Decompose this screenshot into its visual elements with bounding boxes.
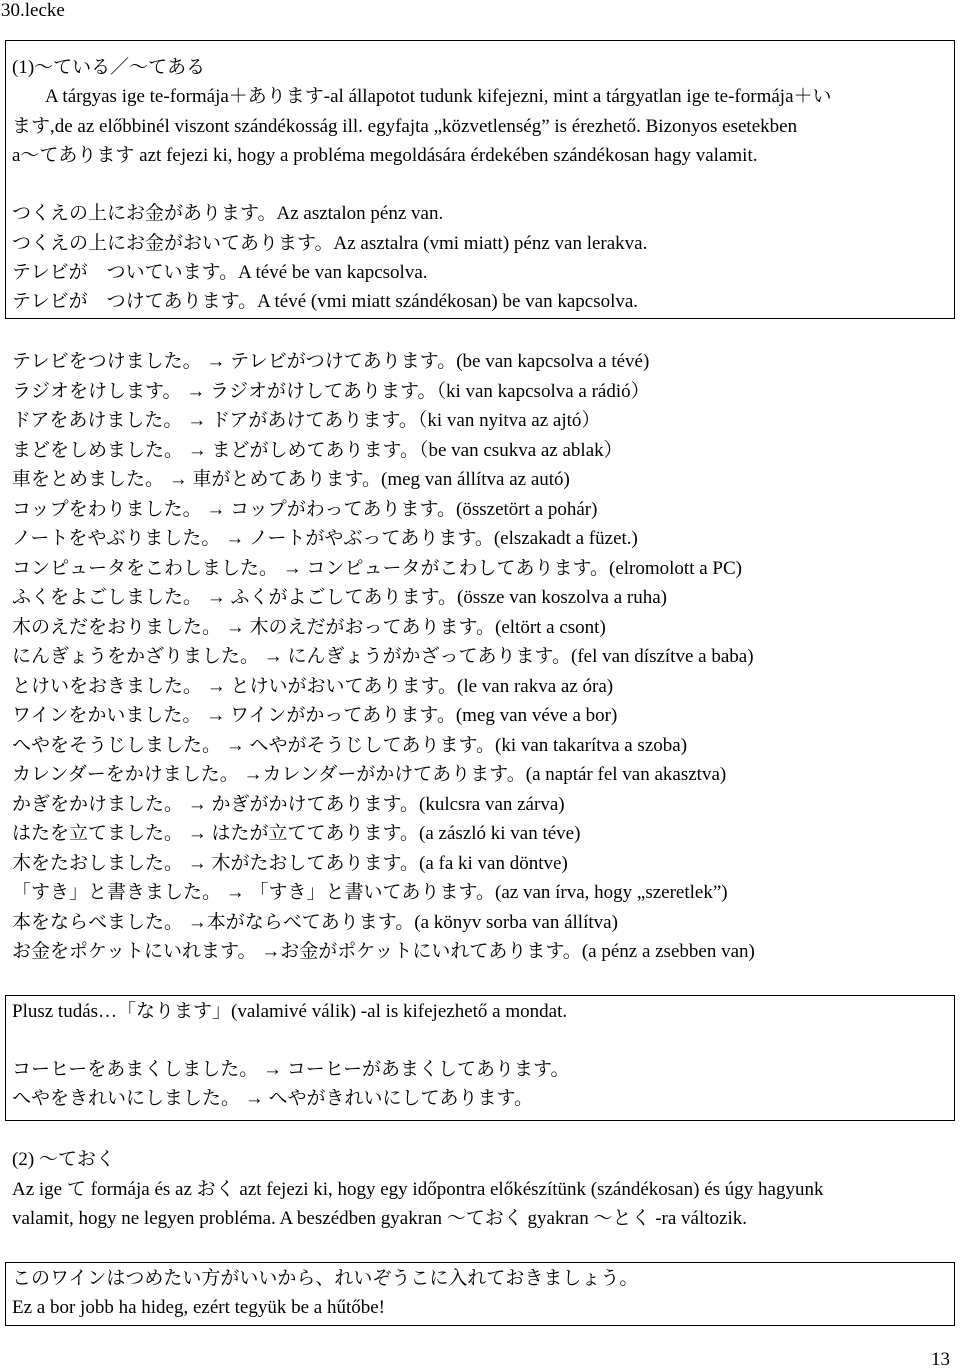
conversion-meaning: (elromolott a PC) — [609, 557, 742, 579]
arrow-symbol: → — [182, 410, 211, 431]
example-box — [5, 1262, 955, 1326]
arrow-symbol: → — [183, 911, 207, 933]
arrow-symbol: → — [183, 823, 212, 844]
extra-knowledge-box — [5, 995, 955, 1121]
conversion-meaning: (összetört a pohár) — [456, 498, 598, 520]
conversion-source: お金をポケットにいれます。 — [12, 941, 257, 962]
conversion-source: ふくをよごしました。 — [12, 587, 203, 608]
conversion-source: コーヒーをあまくしました。 — [12, 1059, 259, 1080]
example-hungarian: Az asztalon pénz van. — [276, 203, 444, 225]
section1-box — [5, 40, 955, 319]
spacer — [12, 170, 948, 199]
arrow-symbol: → — [221, 616, 250, 638]
example-hungarian: Ez a bor jobb ha hideg, ezért tegyük be a hűtőbe! — [12, 1297, 385, 1318]
conversion-source: かぎをかけました。 — [12, 793, 184, 815]
conversion-source: ノートをやぶりました。 — [12, 528, 221, 549]
conversion-meaning: (ki van takarítva a szoba) — [495, 734, 688, 756]
conversion-row — [12, 642, 952, 672]
conversion-result: コーヒーがあまくしてあります。 — [286, 1059, 570, 1080]
arrow-symbol: → — [201, 705, 230, 726]
conversion-source: まどをしめました。 — [12, 439, 184, 461]
conversion-result: ふくがよごしてあります。 — [230, 587, 457, 608]
example-sentence — [12, 258, 948, 287]
intro-line: a～てあります azt fejezi ki, hogy a probléma megoldására érdekében szándékosan hagy valamit. — [12, 144, 758, 166]
example-sentence — [12, 229, 948, 258]
conversion-result: 木のえだがおってあります。 — [249, 616, 495, 638]
conversion-meaning: (elszakadt a füzet.) — [493, 528, 638, 549]
extra-example-row — [12, 1084, 948, 1113]
conversion-result: ラジオがけしてあります。 — [209, 380, 437, 402]
conversion-result: テレビがつけてあります。 — [230, 351, 457, 372]
conversion-result: 「すき」と書いてあります。 — [249, 882, 495, 903]
conversion-row — [12, 554, 952, 584]
conversion-meaning: (a fa ki van döntve) — [419, 852, 568, 874]
conversion-row — [12, 819, 952, 849]
example-japanese: このワインはつめたい方がいいから、れいぞうこに入れておきましょう。 — [12, 1268, 639, 1289]
example-hungarian: Az asztalra (vmi miatt) pénz van lerakva. — [333, 232, 648, 254]
arrow-symbol: → — [220, 528, 249, 549]
conversion-meaning: (meg van véve a bor) — [455, 705, 618, 726]
page-number: 13 — [931, 1349, 950, 1369]
conversion-meaning: （ki van nyitva az ajtó） — [417, 410, 601, 431]
arrow-symbol: → — [181, 380, 210, 402]
conversion-result: ノートがやぶってあります。 — [248, 528, 494, 549]
conversion-source: 本をならべました。 — [12, 911, 184, 933]
conversion-result: はたが立ててあります。 — [211, 823, 419, 844]
conversion-result: コップがわってあります。 — [230, 498, 457, 520]
conversion-result: かぎがかけてあります。 — [211, 793, 419, 815]
conversion-row — [12, 406, 952, 436]
arrow-symbol: → — [259, 646, 288, 667]
conversion-meaning: (kulcsra van zárva) — [419, 793, 565, 815]
conversion-meaning: (be van kapcsolva a tévé) — [456, 351, 650, 372]
conversion-result: ワインがかってあります。 — [229, 705, 456, 726]
arrow-symbol: → — [183, 439, 212, 461]
arrow-symbol: → — [278, 557, 307, 579]
arrow-symbol: → — [238, 764, 263, 785]
example-japanese: テレビが ついています。 — [12, 262, 239, 284]
conversion-row — [12, 465, 952, 495]
arrow-symbol: → — [202, 675, 231, 697]
conversion-meaning: (eltört a csont) — [495, 616, 606, 638]
conversion-source: へやをきれいにしました。 — [12, 1088, 241, 1109]
conversion-row — [12, 849, 952, 879]
example-hungarian: A tévé (vmi miatt szándékosan) be van kapcsolva. — [257, 291, 639, 313]
conversion-row — [12, 937, 952, 967]
conversion-meaning: (az van írva, hogy „szeretlek”) — [495, 882, 728, 903]
conversion-source: ラジオをけします。 — [12, 380, 182, 402]
conversion-source: コンピュータをこわしました。 — [12, 557, 279, 579]
example-sentence — [12, 287, 948, 316]
conversion-row — [12, 377, 952, 407]
arrow-symbol: → — [221, 734, 250, 756]
conversion-row — [12, 908, 952, 938]
conversion-meaning: (a könyv sorba van állítva) — [414, 911, 618, 933]
conversion-source: はたを立てました。 — [12, 823, 184, 844]
spacer — [12, 1026, 948, 1055]
conversion-meaning: (a naptár fel van akasztva) — [525, 764, 727, 785]
lesson-title: 30.lecke — [1, 0, 65, 21]
conversion-meaning: （ki van kapcsolva a rádió） — [436, 380, 650, 402]
conversion-source: へやをそうじしました。 — [12, 734, 222, 756]
conversion-row — [12, 760, 952, 790]
arrow-symbol: → — [201, 498, 231, 520]
conversion-meaning: （be van csukva az ablak） — [419, 439, 623, 461]
section2-text-line: valamit, hogy ne legyen probléma. A beszédben gyakran ～ておく gyakran ～とく -ra változik. — [12, 1208, 747, 1229]
conversion-result: とけいがおいてあります。 — [230, 675, 457, 697]
conversion-row — [12, 613, 952, 643]
conversion-meaning: (fel van díszítve a baba) — [571, 646, 754, 667]
conversion-source: とけいをおきました。 — [12, 675, 203, 697]
conversion-result: 本がならべてあります。 — [206, 911, 415, 933]
conversion-result: ドアがあけてあります。 — [210, 410, 418, 431]
conversion-source: テレビをつけました。 — [12, 351, 202, 372]
arrow-symbol: → — [183, 793, 212, 815]
conversion-row — [12, 583, 952, 613]
conversion-result: へやがそうじしてあります。 — [249, 734, 495, 756]
arrow-symbol: → — [164, 469, 193, 490]
conversion-source: 木をたおしました。 — [12, 852, 184, 874]
extra-knowledge-title: Plusz tudás…「なります」(valamivé válik) -al is kifejezhető a mondat. — [12, 1001, 568, 1022]
conversion-source: 「すき」と書きました。 — [12, 882, 222, 903]
conversion-row — [12, 495, 952, 525]
conversion-row — [12, 436, 952, 466]
conversion-source: ワインをかいました。 — [12, 705, 202, 726]
arrow-symbol: → — [258, 1059, 287, 1080]
conversion-meaning: (a zászló ki van téve) — [419, 823, 581, 844]
conversion-source: にんぎょうをかざりました。 — [12, 646, 260, 667]
intro-line: A tárgyas ige te-formája＋あります-al állapotot tudunk kifejezni, mint a tárgyatlan ige te-formája＋い — [45, 86, 832, 108]
conversion-row — [12, 790, 952, 820]
conversion-source: 車をとめました。 — [12, 469, 165, 490]
conversion-row — [12, 347, 952, 377]
conversion-meaning: (a pénz a zsebben van) — [581, 941, 755, 962]
conversion-meaning: (le van rakva az óra) — [457, 675, 614, 697]
conversion-list — [12, 347, 952, 967]
example-japanese: つくえの上にお金がおいてあります。 — [12, 232, 334, 254]
conversion-result: 木がたおしてあります。 — [211, 852, 419, 874]
conversion-source: 木のえだをおりました。 — [12, 616, 222, 638]
conversion-result: にんぎょうがかざってあります。 — [287, 646, 571, 667]
arrow-symbol: → — [240, 1088, 269, 1109]
section1-heading: (1)～ている／～てある — [12, 57, 206, 78]
conversion-result: カレンダーがかけてあります。 — [262, 764, 526, 785]
conversion-result: コンピュータがこわしてあります。 — [306, 557, 609, 579]
conversion-result: へやがきれいにしてあります。 — [268, 1088, 533, 1109]
extra-example-row — [12, 1055, 948, 1084]
conversion-row — [12, 701, 952, 731]
arrow-symbol: → — [221, 882, 250, 903]
conversion-source: ドアをあけました。 — [12, 410, 183, 431]
conversion-result: 車がとめてあります。 — [192, 469, 381, 490]
section2 — [12, 1145, 952, 1234]
conversion-result: お金がポケットにいれてあります。 — [280, 941, 582, 962]
conversion-row — [12, 878, 952, 908]
section2-heading: (2) ～ておく — [12, 1149, 115, 1170]
section2-text-line: Az ige て formája és az おく azt fejezi ki, hogy egy időpontra előkészítünk (szándékosan) és úgy hagyunk — [12, 1178, 824, 1200]
arrow-symbol: → — [256, 941, 281, 962]
conversion-result: まどがしめてあります。 — [211, 439, 419, 461]
conversion-row — [12, 672, 952, 702]
intro-line: ます,de az előbbinél viszont szándékosság ill. egyfajta „közvetlenség” is érezhető. Bizonyos esetekben — [12, 115, 798, 137]
conversion-meaning: (meg van állítva az autó) — [381, 469, 570, 490]
conversion-source: コップをわりました。 — [12, 498, 202, 520]
example-japanese: つくえの上にお金があります。 — [12, 203, 277, 225]
arrow-symbol: → — [201, 351, 231, 372]
example-hungarian: A tévé be van kapcsolva. — [238, 262, 428, 284]
example-sentence — [12, 199, 948, 228]
conversion-meaning: (össze van koszolva a ruha) — [457, 587, 667, 608]
example-japanese: テレビが つけてあります。 — [12, 291, 258, 313]
conversion-source: カレンダーをかけました。 — [12, 764, 239, 785]
conversion-row — [12, 524, 952, 554]
arrow-symbol: → — [202, 587, 231, 608]
arrow-symbol: → — [183, 852, 212, 874]
conversion-row — [12, 731, 952, 761]
